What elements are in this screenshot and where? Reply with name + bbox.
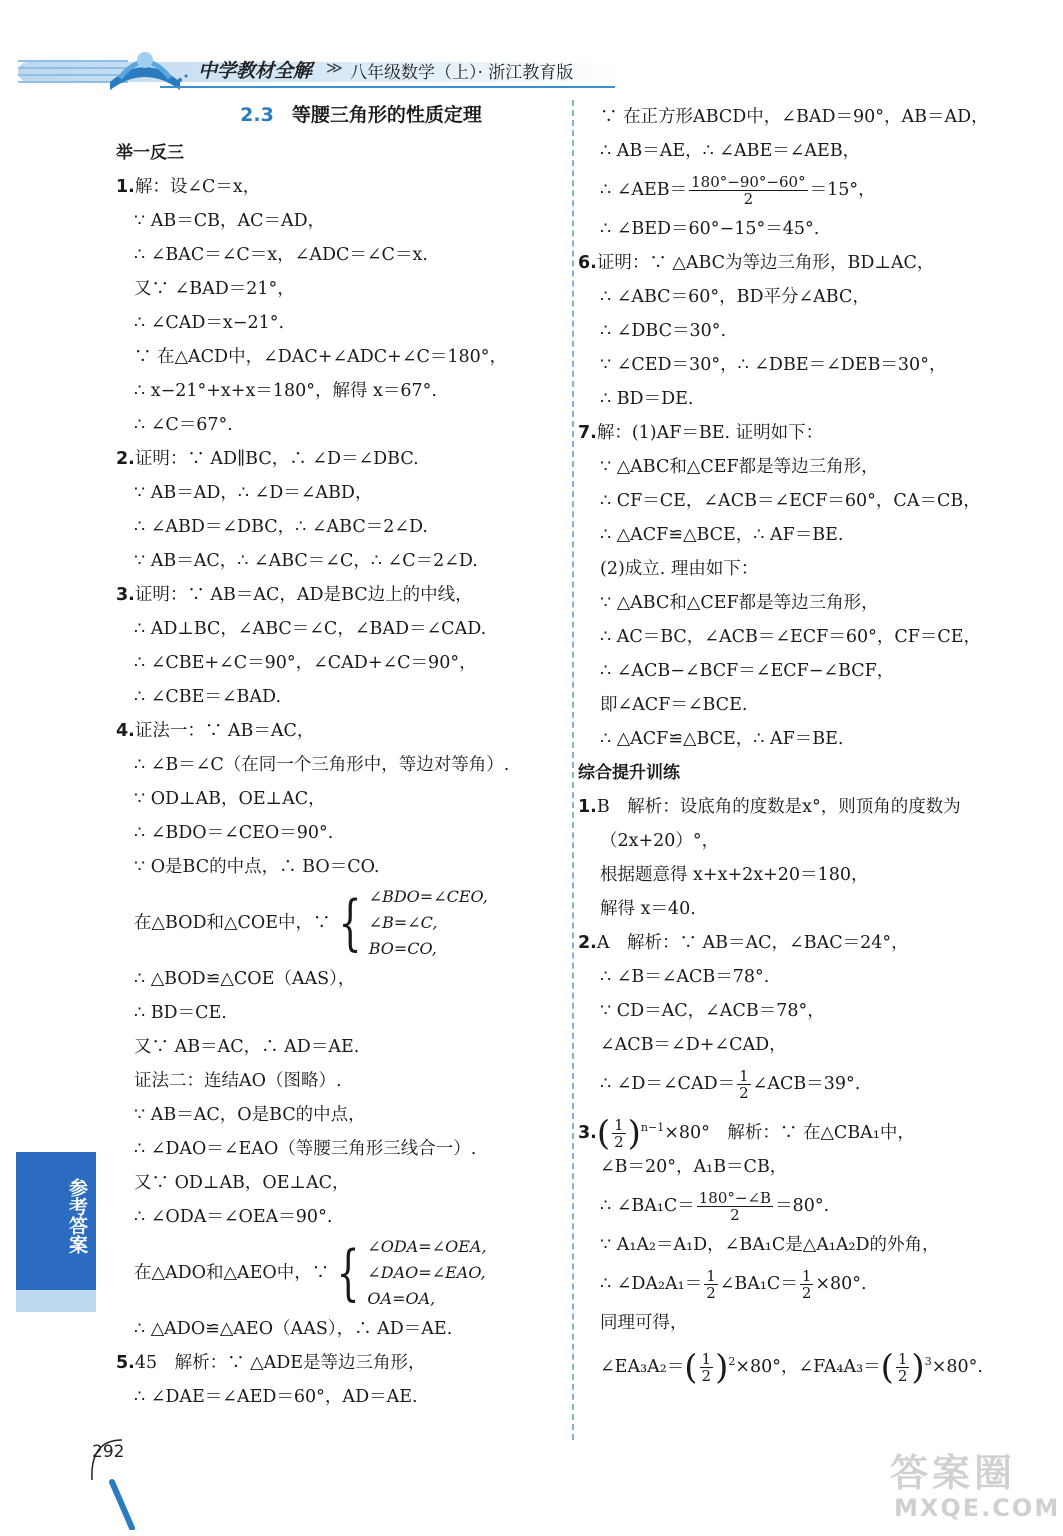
question-number: 2. bbox=[578, 933, 597, 953]
exponent: 3 bbox=[924, 1355, 932, 1368]
answer-line: （2x+20）°， bbox=[600, 831, 720, 851]
answer-line: ∴ ∠BAC＝∠C＝x，∠ADC＝∠C＝x. bbox=[134, 245, 428, 265]
answer-line: 证明：∵ AB＝AC，AD是BC边上的中线， bbox=[134, 585, 473, 605]
answer-1 bbox=[116, 170, 566, 442]
system-prefix: 在△BOD和△COE中，∵ bbox=[134, 913, 331, 933]
system-row: ∠DAO=∠EAO, bbox=[367, 1263, 486, 1282]
answer-3 bbox=[116, 578, 566, 714]
question-number: 2. bbox=[116, 449, 135, 469]
left-brace-icon: { bbox=[336, 1238, 360, 1308]
fraction-suffix: ∠ACB＝39°. bbox=[752, 1074, 861, 1094]
numerator: 180°−90°−60° bbox=[691, 173, 806, 191]
expression: ∠BA₁C＝ bbox=[719, 1274, 798, 1294]
section-title bbox=[156, 100, 566, 130]
subhead-practice: 举一反三 bbox=[116, 143, 184, 163]
denominator: 2 bbox=[801, 1284, 812, 1302]
denominator: 2 bbox=[739, 1084, 749, 1102]
left-paren: ( bbox=[880, 1347, 894, 1388]
answer-line: 证明：∵ AD∥BC，∴ ∠D＝∠DBC. bbox=[134, 449, 419, 469]
answer-line-fraction bbox=[578, 1340, 1028, 1388]
fraction-prefix: ∴ ∠BA₁C＝ bbox=[600, 1196, 695, 1216]
answer-line: ∴ ∠CBE＝∠BAD. bbox=[134, 687, 282, 707]
answer-line: ∴ ∠DAO＝∠EAO（等腰三角形三线合一）. bbox=[134, 1139, 477, 1159]
right-column bbox=[578, 100, 1028, 1388]
fraction bbox=[689, 174, 807, 207]
fraction bbox=[697, 1190, 773, 1223]
answer-line: ∵ 在正方形ABCD中，∠BAD＝90°，AB＝AD， bbox=[600, 107, 989, 127]
answer-line: ∴ ∠C＝67°. bbox=[134, 415, 233, 435]
answer-line: 同理可得， bbox=[600, 1313, 688, 1333]
answer-line: 根据题意得 x+x+2x+20＝180， bbox=[600, 865, 869, 885]
answer-line: ∴ ∠DBC＝30°. bbox=[600, 321, 727, 341]
answer-line: ∴ ∠BED＝60°−15°＝45°. bbox=[600, 219, 820, 239]
left-column bbox=[116, 100, 566, 1414]
answer-line: ∵ ∠CED＝30°，∴ ∠DBE＝∠DEB＝30°， bbox=[600, 355, 947, 375]
numerator: 1 bbox=[801, 1267, 812, 1285]
fraction-suffix: ＝80°. bbox=[775, 1196, 830, 1216]
book-title: 中学教材全解 bbox=[198, 60, 313, 82]
answer-line: ∵ △ABC和△CEF都是等边三角形， bbox=[600, 593, 879, 613]
numerator: 1 bbox=[739, 1067, 749, 1085]
answer-line: ∴ AB＝AE，∴ ∠ABE＝∠AEB， bbox=[600, 141, 861, 161]
left-brace-icon: { bbox=[338, 888, 362, 958]
answer-line: ∴ △BOD≌△COE（AAS）， bbox=[134, 969, 356, 989]
fraction bbox=[612, 1117, 626, 1150]
system-prefix: 在△ADO和△AEO中，∵ bbox=[134, 1263, 330, 1283]
exponent: n−1 bbox=[640, 1121, 665, 1134]
answer-line: 又∵ ∠BAD＝21°， bbox=[134, 279, 295, 299]
answer-line: ∴ BD＝DE. bbox=[600, 389, 694, 409]
equation-system bbox=[116, 1234, 566, 1312]
fraction bbox=[704, 1268, 718, 1301]
denominator: 2 bbox=[706, 1284, 716, 1302]
denominator: 2 bbox=[701, 1366, 712, 1385]
fraction bbox=[700, 1351, 714, 1384]
answer-line: ∴ ∠BDO＝∠CEO＝90°. bbox=[134, 823, 334, 843]
answer-line: ∴ △ACF≌△BCE，∴ AF＝BE. bbox=[600, 525, 844, 545]
question-number: 1. bbox=[578, 797, 597, 817]
answer-line: ∴ ∠ACB−∠BCF＝∠ECF−∠BCF， bbox=[600, 661, 895, 681]
fraction bbox=[800, 1268, 814, 1301]
page-number: 292 bbox=[92, 1442, 125, 1462]
left-paren: ( bbox=[684, 1347, 698, 1388]
answer-line: ∵ AB＝AD，∴ ∠D＝∠ABD， bbox=[134, 483, 373, 503]
question-number: 3. bbox=[578, 1122, 597, 1143]
answer-5 bbox=[116, 1346, 566, 1414]
answer-line: 证法二：连结AO（图略）. bbox=[134, 1071, 342, 1091]
answer-line-fraction bbox=[578, 1062, 1028, 1106]
answer-line: ∴ ∠ABC＝60°，BD平分∠ABC， bbox=[600, 287, 870, 307]
question-number: 5. bbox=[116, 1353, 135, 1373]
answer-6 bbox=[578, 246, 1028, 416]
answer-line: 解析：∵ 在△CBA₁中， bbox=[709, 1122, 915, 1143]
section-number: 2.3 bbox=[240, 104, 274, 126]
answer-line: A 解析：∵ AB＝AC，∠BAC＝24°， bbox=[596, 933, 909, 953]
question-number: 1. bbox=[116, 177, 135, 197]
answer-line: ∴ ∠ODA＝∠OEA＝90°. bbox=[134, 1207, 333, 1227]
answer-line: 解得 x＝40. bbox=[600, 899, 696, 919]
answer-line: ∵ AB＝AC，∴ ∠ABC＝∠C，∴ ∠C＝2∠D. bbox=[134, 551, 478, 571]
comprehensive-answer-2 bbox=[578, 926, 1028, 1106]
right-paren: ) bbox=[715, 1347, 729, 1388]
answer-line: 解：设∠C＝x， bbox=[134, 177, 261, 197]
answer-line: ∴ AC＝BC，∠ACB＝∠ECF＝60°，CF＝CE， bbox=[600, 627, 982, 647]
system-row: ∠ODA=∠OEA, bbox=[367, 1237, 487, 1256]
fraction bbox=[737, 1068, 751, 1101]
answer-line: ∴ CF＝CE，∠ACB＝∠ECF＝60°，CA＝CB， bbox=[600, 491, 981, 511]
answer-line: ∠B＝20°，A₁B＝CB， bbox=[600, 1157, 788, 1177]
answer-line: 即∠ACF＝∠BCE. bbox=[600, 695, 748, 715]
answer-line-fraction bbox=[578, 1184, 1028, 1228]
answer-4 bbox=[116, 714, 566, 1346]
right-paren: ) bbox=[627, 1113, 641, 1154]
side-tab-footer bbox=[16, 1290, 96, 1312]
answer-line: 又∵ OD⊥AB，OE⊥AC， bbox=[134, 1173, 350, 1193]
answer-line: 证明：∵ △ABC为等边三角形，BD⊥AC， bbox=[596, 253, 935, 273]
expression: ×80°，∠FA₄A₃＝ bbox=[735, 1356, 881, 1377]
question-number: 3. bbox=[116, 585, 135, 605]
watermark-logo-text: 答案圈 bbox=[890, 1451, 1017, 1495]
system-row: OA=OA, bbox=[367, 1289, 436, 1308]
denominator: 2 bbox=[743, 190, 754, 208]
page-header bbox=[0, 0, 1063, 100]
answer-line: ∵ 在△ACD中，∠DAC+∠ADC+∠C＝180°， bbox=[134, 347, 508, 367]
answer-line: (2)成立. 理由如下： bbox=[600, 559, 759, 579]
fraction-prefix: ∴ ∠DA₂A₁＝ bbox=[600, 1274, 703, 1294]
subhead-comprehensive: 综合提升训练 bbox=[578, 763, 680, 783]
question-number: 4. bbox=[116, 721, 135, 741]
answer-line: ∴ ∠DAE＝∠AED＝60°，AD＝AE. bbox=[134, 1387, 418, 1407]
equation-system bbox=[116, 884, 566, 962]
answer-2 bbox=[116, 442, 566, 578]
denominator: 2 bbox=[614, 1132, 624, 1151]
answer-line: 解：(1)AF＝BE. 证明如下： bbox=[596, 423, 824, 443]
left-paren: ( bbox=[596, 1113, 611, 1154]
answer-line: ∵ O是BC的中点，∴ BO＝CO. bbox=[134, 857, 380, 877]
answer-line: B 解析：设底角的度数是x°，则顶角的度数为 bbox=[596, 797, 961, 817]
side-tab-label: 参考答案 bbox=[66, 1178, 88, 1254]
exponent: 2 bbox=[728, 1355, 736, 1368]
header-rule bbox=[160, 86, 615, 88]
numerator: 1 bbox=[701, 1349, 712, 1368]
question-number: 7. bbox=[578, 423, 597, 443]
expression: ×80°. bbox=[931, 1356, 983, 1377]
answer-line: ∴ BD＝CE. bbox=[134, 1003, 227, 1023]
answer-line-fraction bbox=[578, 1262, 1028, 1306]
question-number: 6. bbox=[578, 253, 597, 273]
denominator: 2 bbox=[897, 1366, 908, 1385]
system-row: BO=CO, bbox=[368, 939, 437, 958]
answer-line: ∵ OD⊥AB，OE⊥AC， bbox=[134, 789, 326, 809]
answer-line: ∴ x−21°+x+x＝180°，解得 x＝67°. bbox=[134, 381, 437, 401]
answer-5-continued bbox=[578, 100, 1028, 246]
system-row: ∠B=∠C, bbox=[368, 913, 438, 932]
section-name: 等腰三角形的性质定理 bbox=[291, 104, 482, 126]
answer-line: ∵ AB＝CB，AC＝AD， bbox=[134, 211, 326, 231]
answer-line: ∵ CD＝AC，∠ACB＝78°， bbox=[600, 1001, 825, 1021]
system-row: ∠BDO=∠CEO, bbox=[368, 887, 488, 906]
answer-line: ∠ACB＝∠D+∠CAD， bbox=[600, 1035, 787, 1055]
numerator: 1 bbox=[706, 1267, 716, 1285]
fraction-prefix: ∴ ∠AEB＝ bbox=[600, 180, 688, 200]
answer-line: ∴ AD⊥BC，∠ABC＝∠C，∠BAD＝∠CAD. bbox=[134, 619, 487, 639]
fraction-prefix: ∴ ∠D＝∠CAD＝ bbox=[600, 1074, 736, 1094]
numerator: 1 bbox=[897, 1349, 908, 1368]
answer-line: 又∵ AB＝AC，∴ AD＝AE. bbox=[134, 1037, 360, 1057]
denominator: 2 bbox=[730, 1206, 740, 1224]
answer-line: ∴ △ACF≌△BCE，∴ AF＝BE. bbox=[600, 729, 844, 749]
answer-line: ∴ ∠B＝∠C（在同一个三角形中，等边对等角）. bbox=[134, 755, 510, 775]
comprehensive-answer-1 bbox=[578, 790, 1028, 926]
watermark bbox=[880, 1440, 1061, 1530]
numerator: 180°−∠B bbox=[698, 1189, 772, 1207]
expression: ×80° bbox=[664, 1122, 710, 1143]
answer-line: ∴ ∠CBE+∠C＝90°，∠CAD+∠C＝90°， bbox=[134, 653, 477, 673]
numerator: 1 bbox=[614, 1115, 624, 1134]
header-separator: ≫ bbox=[326, 58, 343, 77]
answer-line: ∴ △ADO≌△AEO（AAS），∴ AD＝AE. bbox=[134, 1319, 453, 1339]
page-number-arc-icon bbox=[82, 1420, 172, 1530]
answer-line: 45 解析：∵ △ADE是等边三角形， bbox=[134, 1353, 426, 1373]
book-subtitle: 八年级数学（上）· 浙江教育版 bbox=[350, 63, 574, 83]
answer-line: ∴ ∠B＝∠ACB＝78°. bbox=[600, 967, 770, 987]
answer-line: ∴ ∠CAD＝x−21°. bbox=[134, 313, 285, 333]
comprehensive-answer-3 bbox=[578, 1106, 1028, 1388]
answer-line: ∵ A₁A₂＝A₁D，∠BA₁C是△A₁A₂D的外角， bbox=[600, 1235, 940, 1255]
column-divider bbox=[572, 100, 574, 1440]
answer-line: ∴ ∠ABD＝∠DBC，∴ ∠ABC＝2∠D. bbox=[134, 517, 428, 537]
answer-line: ∵ △ABC和△CEF都是等边三角形， bbox=[600, 457, 879, 477]
answer-line-fraction bbox=[578, 168, 1028, 212]
fraction-suffix: ＝15°， bbox=[809, 180, 876, 200]
answer-line: 证法一：∵ AB＝AC， bbox=[134, 721, 315, 741]
expression: ∠EA₃A₂＝ bbox=[600, 1356, 685, 1377]
watermark-url: MXQE.COM bbox=[894, 1494, 1061, 1522]
answer-7 bbox=[578, 416, 1028, 756]
answer-line: ∵ AB＝AC，O是BC的中点， bbox=[134, 1105, 366, 1125]
right-paren: ) bbox=[911, 1347, 925, 1388]
fraction-suffix: ×80°. bbox=[815, 1274, 867, 1294]
fraction bbox=[896, 1351, 910, 1384]
